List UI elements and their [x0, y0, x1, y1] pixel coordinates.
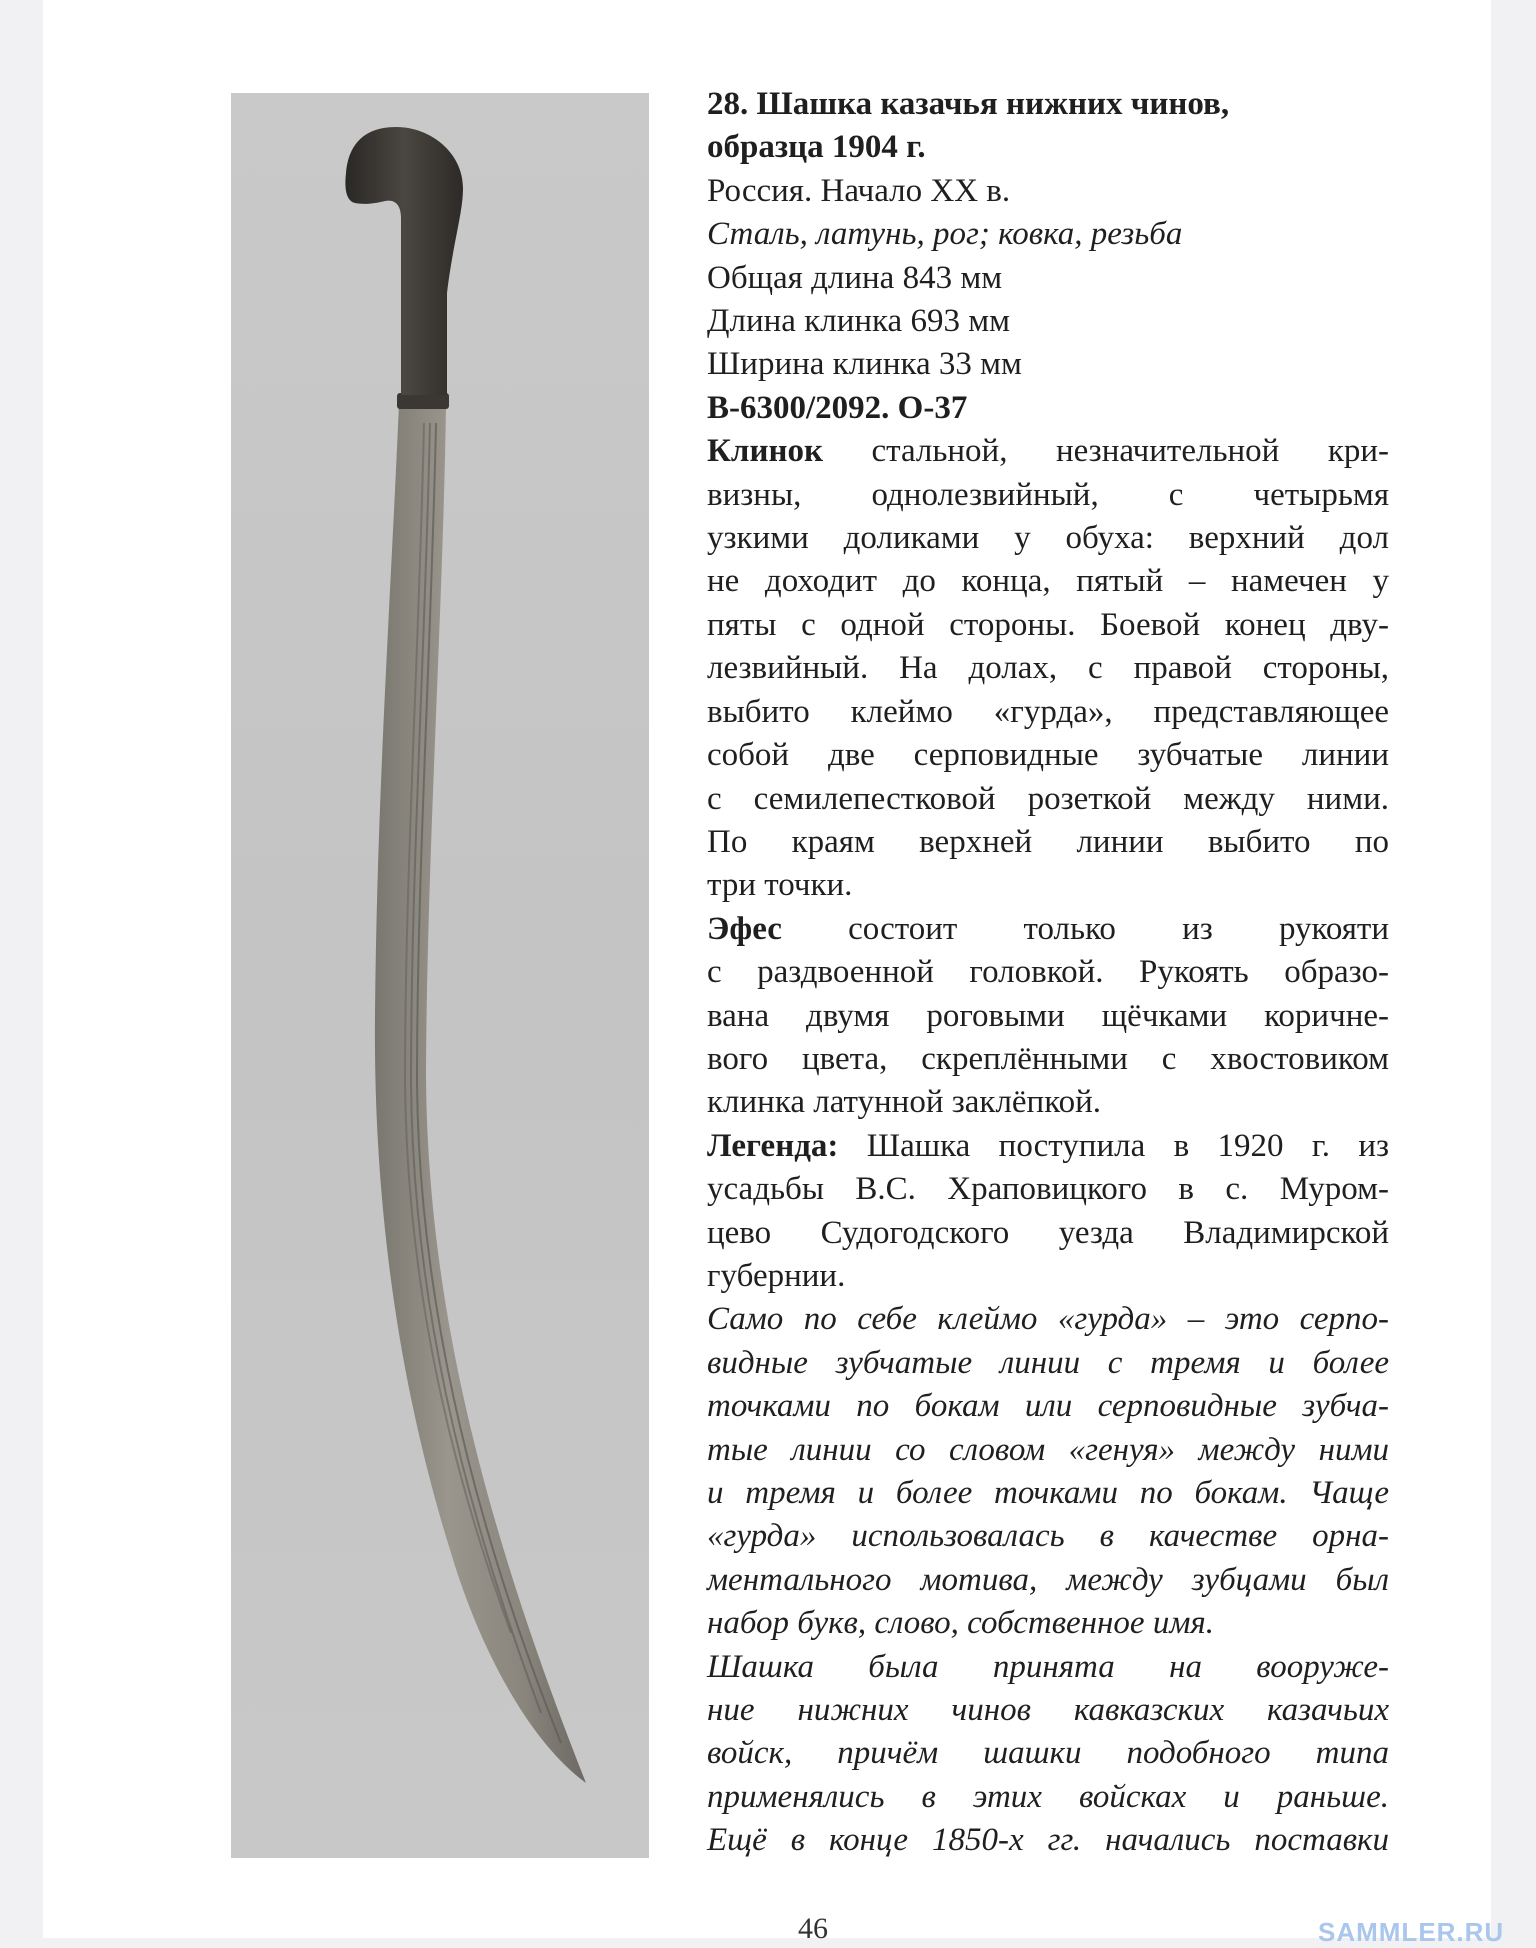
legend-label: Легенда: [707, 1127, 839, 1164]
note-adoption: Шашка была принята на вооруже- ние нижних чинов кавказских казачьих войск, причём шашки подобного типа применялись в этих войсках и раньше. Ещё в конце 1850-х гг. начались поставки [707, 1648, 1389, 1859]
blade-shape [375, 403, 586, 1783]
origin: Россия. Начало XX в. [707, 172, 1011, 209]
overall-length: Общая длина 843 мм [707, 259, 1003, 296]
watermark-logo: SAMMLER.RU [1318, 1917, 1505, 1947]
inventory-number: В-6300/2092. О-37 [707, 389, 968, 426]
sword-photo [231, 93, 649, 1858]
grip [345, 127, 463, 395]
materials: Сталь, латунь, рог; ковка, резьба [707, 216, 1183, 253]
description-text [707, 83, 1389, 1863]
legend-paragraph: Легенда: Шашка поступила в 1920 г. из усадьбы В.С. Храповицкого в с. Муром- цево Судогодского уезда Владимирской губернии. [707, 1127, 1390, 1294]
note-gurda: Само по себе клеймо «гурда» – это серпо- видные зубчатые линии с тремя и более точками по бокам или серповидные зубча- тые линии со словом «генуя» между ними и тремя и более точками по бокам. Чаще «гурда» использовалась в качестве орна- ментального мотива, между зубцами был набор букв, слово, собственное имя. [707, 1301, 1389, 1642]
catalog-page [43, 0, 1491, 1945]
page-number: 46 [798, 1912, 828, 1945]
hilt-paragraph: Эфес состоит только из рукояти с раздвоенной головкой. Рукоять образо- вана двумя роговыми щёчками коричне- вого цвета, скреплёнными с хвостовиком клинка латунной заклёпкой. [707, 910, 1390, 1121]
ferrule [397, 393, 449, 409]
blade-length: Длина клинка 693 мм [707, 303, 1010, 340]
shashka-sword-image [231, 93, 649, 1858]
blade-label: Клинок [707, 433, 823, 470]
blade-paragraph: Клинок стальной, незначительной кри- визны, однолезвийный, с четырьмя узкими доликами у обуха: верхний дол не доходит до конца, пятый – намечен у пяты с одной стороны. Боевой конец дву- лезвийный. На долах, с правой стороны, выбито клеймо «гурда», представляющее собой две серповидные зубчатые линии с семилепестковой розеткой между ними. По краям верхней линии выбито по три точки. [707, 433, 1389, 904]
item-title: 28. Шашка казачья нижних чинов, образца 1904 г. [707, 86, 1230, 166]
blade-width: Ширина клинка 33 мм [707, 346, 1022, 383]
hilt-label: Эфес [707, 910, 782, 947]
